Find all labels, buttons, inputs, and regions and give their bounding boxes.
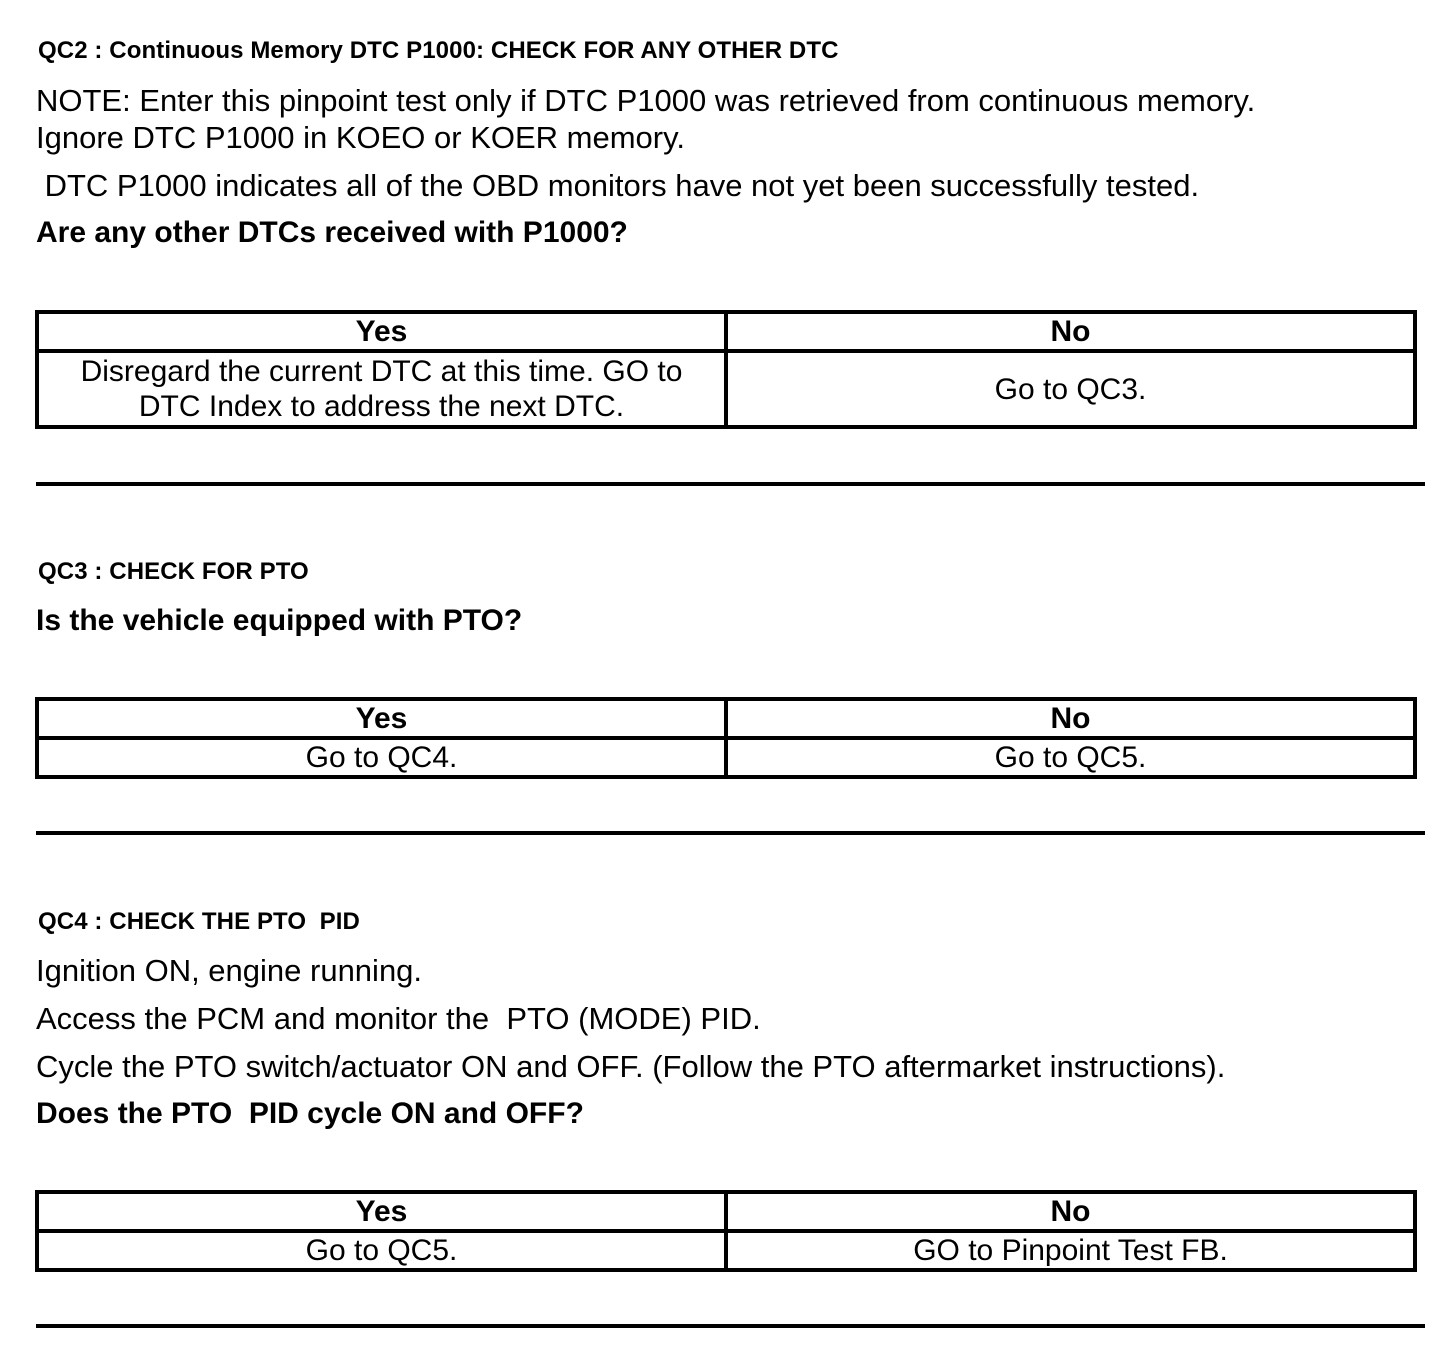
qc3-yes-header: Yes [37, 699, 726, 738]
qc2-note-line-2: Ignore DTC P1000 in KOEO or KOER memory. [36, 120, 685, 155]
qc2-yes-header: Yes [37, 312, 726, 351]
qc4-answer-table [35, 1190, 1417, 1272]
qc2-no-header: No [726, 312, 1415, 351]
qc3-no-cell: Go to QC5. [726, 738, 1415, 777]
qc4-yes-cell: Go to QC5. [37, 1231, 726, 1270]
qc4-question: Does the PTO PID cycle ON and OFF? [36, 1097, 584, 1130]
qc2-heading: QC2 : Continuous Memory DTC P1000: CHECK FOR ANY OTHER DTC [38, 37, 839, 64]
qc2-yes-line-2: DTC Index to address the next DTC. [138, 390, 625, 423]
qc2-note-line-3: DTC P1000 indicates all of the OBD monitors have not yet been successfully tested. [36, 168, 1200, 203]
qc3-no-header: No [726, 699, 1415, 738]
qc4-no-cell: GO to Pinpoint Test FB. [726, 1231, 1415, 1270]
qc3-heading: QC3 : CHECK FOR PTO [38, 558, 309, 585]
qc4-no-header: No [726, 1192, 1415, 1231]
qc4-step-line-3: Cycle the PTO switch/actuator ON and OFF. (Follow the PTO aftermarket instructions). [36, 1049, 1226, 1084]
qc3-question: Is the vehicle equipped with PTO? [36, 604, 523, 637]
qc4-step-line-2: Access the PCM and monitor the PTO (MODE) PID. [36, 1001, 761, 1036]
qc3-answer-table [35, 697, 1417, 779]
qc4-heading: QC4 : CHECK THE PTO PID [38, 908, 360, 935]
qc2-no-cell: Go to QC3. [726, 351, 1415, 427]
section-divider [36, 831, 1425, 835]
qc4-step-line-1: Ignition ON, engine running. [36, 953, 423, 988]
qc2-question: Are any other DTCs received with P1000? [36, 216, 628, 249]
qc2-answer-table [35, 310, 1417, 429]
qc3-yes-cell: Go to QC4. [37, 738, 726, 777]
section-divider [36, 1324, 1425, 1328]
qc2-yes-cell [37, 351, 726, 427]
section-divider [36, 482, 1425, 486]
qc2-note-line-1: NOTE: Enter this pinpoint test only if DTC P1000 was retrieved from continuous memory. [36, 83, 1256, 118]
qc4-yes-header: Yes [37, 1192, 726, 1231]
qc2-yes-line-1: Disregard the current DTC at this time. GO to [80, 355, 683, 388]
